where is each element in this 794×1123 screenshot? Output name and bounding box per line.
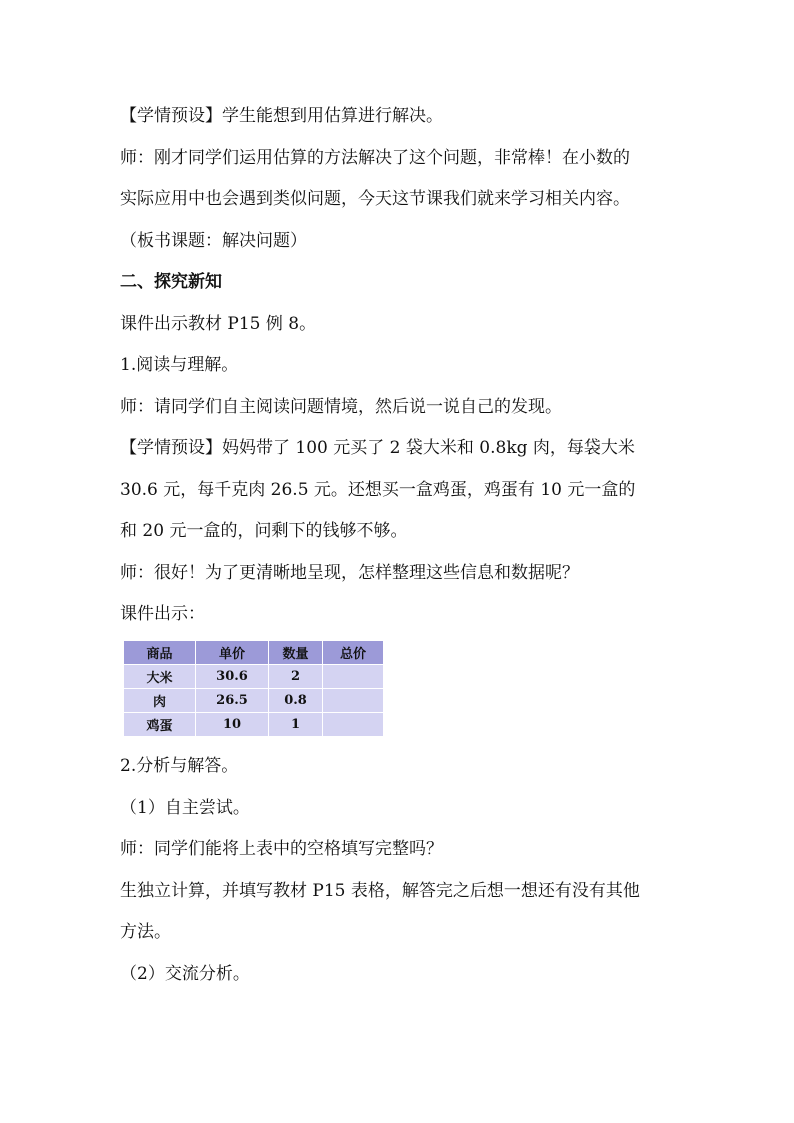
text-line: 师：很好！为了更清晰地呈现，怎样整理这些信息和数据呢？ [120,562,579,583]
table-row [124,713,384,737]
table-cell: 1 [269,713,323,737]
text-line: 【学情预设】妈妈带了 100 元买了 2 袋大米和 0.8kg 肉，每袋大米 [120,438,635,458]
text-line: 师：请同学们自主阅读问题情境，然后说一说自己的发现。 [120,396,562,417]
document-body [120,106,680,984]
price-table [123,640,384,737]
table-cell: 鸡蛋 [124,713,196,737]
text-line: 师：刚才同学们运用估算的方法解决了这个问题，非常棒！在小数的 [120,147,630,168]
text-line: 实际应用中也会遇到类似问题，今天这节课我们就来学习相关内容。 [120,189,630,209]
table-cell: 26.5 [196,689,269,713]
text-line: 30.6 元，每千克肉 26.5 元。还想买一盒鸡蛋，鸡蛋有 10 元一盒的 [120,479,636,500]
table-cell: 肉 [124,689,196,713]
table-cell [323,665,384,689]
text-line: 和 20 元一盒的，问剩下的钱够不够。 [120,521,408,541]
table-header-cell: 数量 [269,641,323,665]
text-line: 生独立计算，并填写教材 P15 表格，解答完之后想一想还有没有其他 [120,880,640,901]
table-header-cell: 总价 [323,641,384,665]
table-cell [323,689,384,713]
text-line: 方法。 [120,922,171,942]
table-header-row [124,641,384,665]
text-line: （板书课题：解决问题） [120,230,307,251]
table-header-cell: 单价 [196,641,269,665]
text-line: 【学情预设】学生能想到用估算进行解决。 [120,106,443,126]
text-line: 1.阅读与理解。 [120,355,239,375]
text-line: 课件出示教材 P15 例 8。 [120,313,317,334]
section-heading: 二、探究新知 [120,272,222,292]
text-line: 师：同学们能将上表中的空格填写完整吗？ [120,839,443,859]
table-cell: 0.8 [269,689,323,713]
table-cell: 10 [196,713,269,737]
table-cell: 大米 [124,665,196,689]
text-line: 课件出示： [120,604,205,624]
table-cell: 30.6 [196,665,269,689]
table-cell [323,713,384,737]
table-cell: 2 [269,665,323,689]
table-header-cell: 商品 [124,641,196,665]
table-row [124,689,384,713]
text-line: （1）自主尝试。 [120,797,250,818]
text-line: （2）交流分析。 [120,963,250,984]
table-row [124,665,384,689]
text-line: 2.分析与解答。 [120,756,239,776]
